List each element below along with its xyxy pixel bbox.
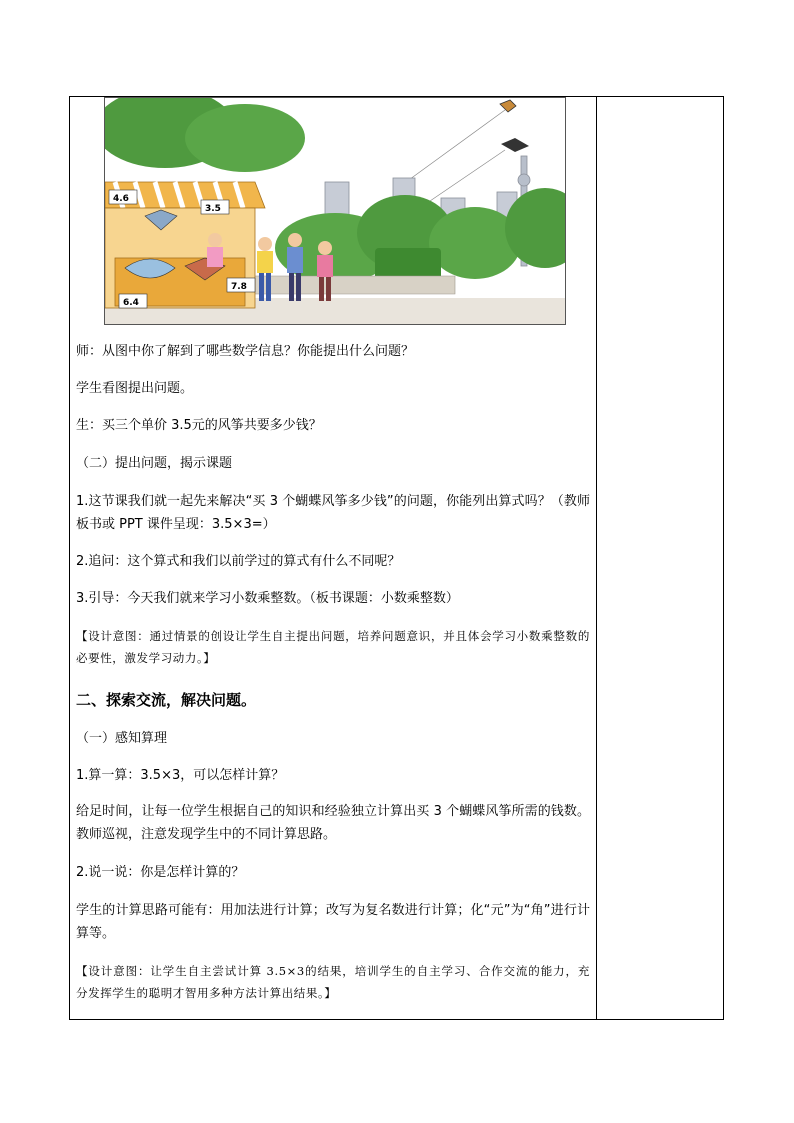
- design-intent-2: 【设计意图：让学生自主尝试计算 3.5×3的结果，培训学生的自主学习、合作交流的能力，充分发挥学生的聪明才智用多种方法计算出结果。】: [76, 964, 590, 1000]
- teacher-question: 师：从图中你了解到了哪些数学信息？你能提出什么问题？: [76, 344, 415, 359]
- student-question: 生：买三个单价 3.5元的风筝共要多少钱？: [76, 418, 322, 433]
- price-tag-2: [201, 200, 229, 214]
- calc-step-1: 1.算一算：3.5×3，可以怎样计算？: [76, 768, 285, 783]
- section-heading-2: 二、探索交流，解决问题。: [76, 691, 257, 709]
- lesson-step-1: 1.这节课我们就一起先来解决“买 3 个蝴蝶风筝多少钱”的问题，你能列出算式吗？（教师板书或 PPT 课件呈现：3.5×3=）: [76, 494, 590, 532]
- table-column-divider: [596, 96, 597, 1020]
- lesson-step-3: 3.引导：今天我们就来学习小数乘整数。（板书课题：小数乘整数）: [76, 591, 459, 606]
- calc-step-2: 2.说一说：你是怎样计算的？: [76, 865, 245, 880]
- svg-text:6.4: 6.4: [123, 298, 139, 308]
- lesson-step-2: 2.追问：这个算式和我们以前学过的算式有什么不同呢？: [76, 554, 401, 569]
- calc-instruction: 给足时间，让每一位学生根据自己的知识和经验独立计算出买 3 个蝴蝶风筝所需的钱数。教师巡视，注意发现学生中的不同计算思路。: [76, 804, 590, 842]
- svg-text:3.5: 3.5: [205, 204, 221, 214]
- price-tag-3: [227, 278, 255, 292]
- svg-text:7.8: 7.8: [231, 282, 247, 292]
- section-subheading-1: （一）感知算理: [76, 731, 168, 746]
- svg-text:4.6: 4.6: [113, 194, 129, 204]
- design-intent-1: 【设计意图：通过情景的创设让学生自主提出问题，培养问题意识，并且体会学习小数乘整数的必要性，激发学习动力。】: [76, 629, 590, 665]
- student-activity: 学生看图提出问题。: [76, 381, 194, 396]
- kite-stall-scene: [105, 98, 566, 325]
- kite-stall-illustration: [104, 97, 566, 325]
- section-subheading-2: （二）提出问题，揭示课题: [76, 456, 233, 471]
- price-tag-4: [119, 294, 147, 308]
- calc-approaches: 学生的计算思路可能有：用加法进行计算；改写为复名数进行计算；化“元”为“角”进行计算等。: [76, 903, 590, 941]
- price-tag-1: [109, 190, 137, 204]
